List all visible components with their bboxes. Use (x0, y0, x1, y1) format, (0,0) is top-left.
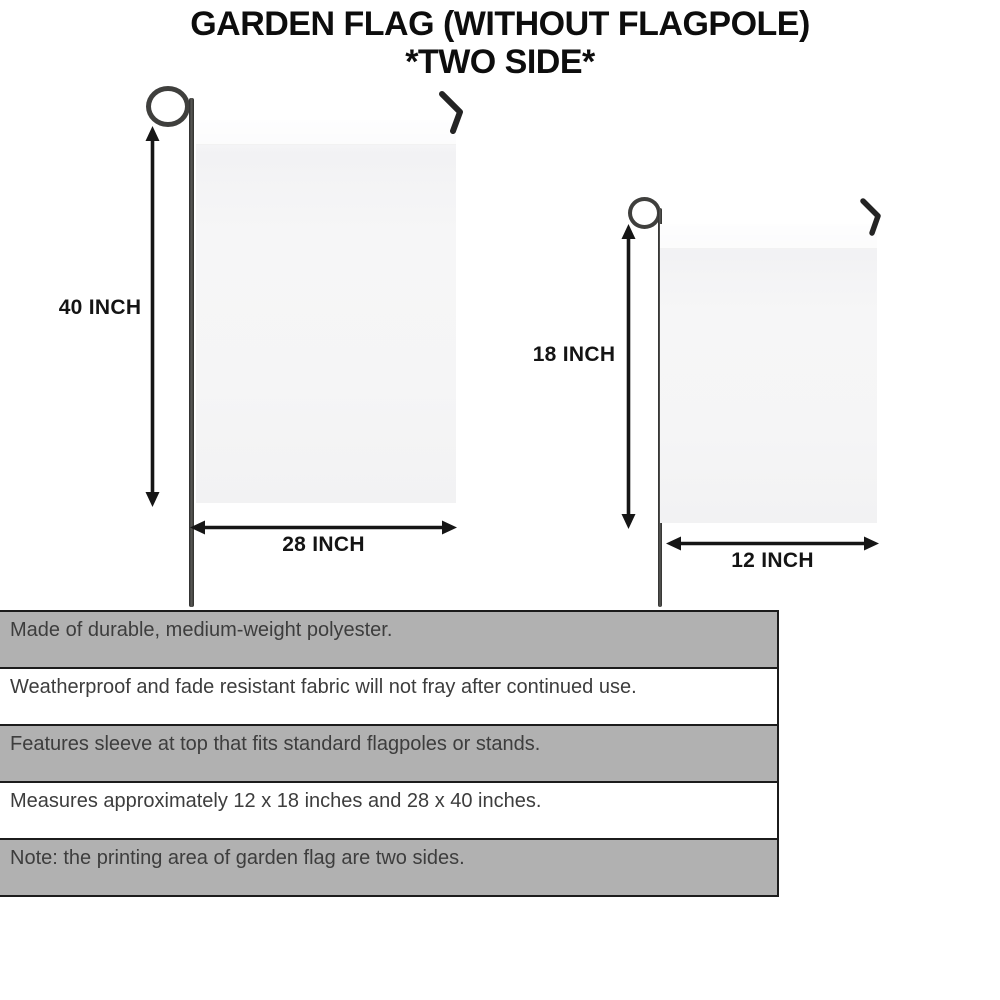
flag-sleeve-small (660, 224, 877, 249)
height-arrow-small (620, 224, 637, 529)
title-block (0, 4, 1000, 80)
page-subtitle: *TWO SIDE* (405, 43, 595, 81)
feature-row: Note: the printing area of garden flag are two sides. (0, 838, 779, 897)
width-dimension-label-small: 12 INCH (731, 549, 814, 572)
flag-sleeve-large (196, 120, 456, 145)
flag-hook-icon-small (858, 197, 886, 239)
flag-hook-icon-large (437, 90, 469, 136)
feature-row: Measures approximately 12 x 18 inches and 28 x 40 inches. (0, 781, 779, 840)
height-dimension-label-small: 18 INCH (532, 343, 616, 366)
features-table (0, 610, 779, 897)
feature-row: Weatherproof and fade resistant fabric will not fray after continued use. (0, 667, 779, 726)
flag-fabric-large (196, 120, 456, 503)
feature-row: Features sleeve at top that fits standard flagpoles or stands. (0, 724, 779, 783)
page-title: GARDEN FLAG (WITHOUT FLAGPOLE) (190, 5, 810, 43)
feature-row: Made of durable, medium-weight polyester. (0, 610, 779, 669)
flag-fabric-small (660, 224, 877, 523)
flagpole-loop-large (146, 86, 190, 127)
height-dimension-label-large: 40 INCH (58, 296, 142, 319)
width-dimension-label-large: 28 INCH (282, 533, 365, 556)
